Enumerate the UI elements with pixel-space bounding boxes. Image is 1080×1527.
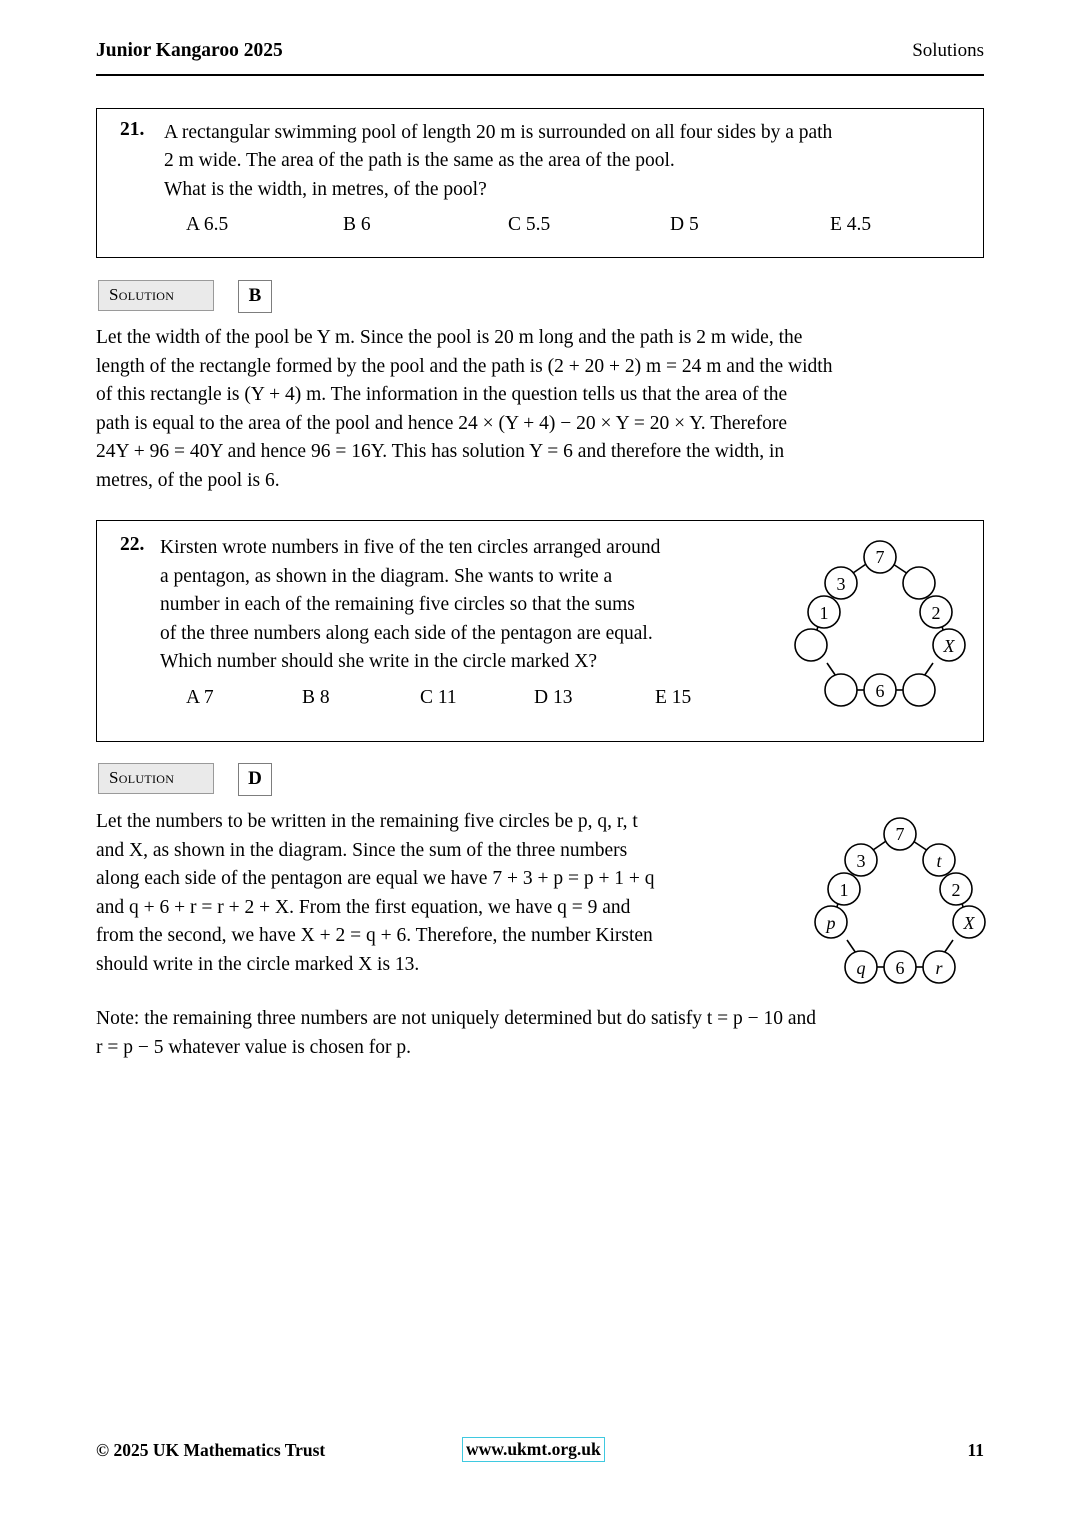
solution-21-line-4: path is equal to the area of the pool and hence 24 × (Y + 4) − 20 × Y = 20 × Y. Therefore (96, 413, 788, 434)
solution-21-line-1: Let the width of the pool be Y m. Since the pool is 20 m long and the path is 2 m wide, the (96, 327, 803, 348)
solution-21-line-6: metres, of the pool is 6. (96, 470, 280, 491)
question-22-line-5: Which number should she write in the circle marked X? (160, 651, 597, 672)
diagram-s-label-t: t (936, 851, 942, 871)
diagram-s-label-q: q (856, 958, 866, 978)
diagram-s-label-1: 1 (839, 880, 849, 900)
diagram-q-label-7: 7 (875, 547, 885, 567)
question-22-line-2: a pentagon, as shown in the diagram. She wants to write a (160, 566, 613, 587)
choice-22-D[interactable]: D 13 (534, 687, 573, 708)
choice-21-B[interactable]: B 6 (343, 214, 371, 235)
solution-21-line-3: of this rectangle is (Y + 4) m. The information in the question tells us that the area of the (96, 384, 788, 405)
solution-22-line-4: and q + 6 + r = r + 2 + X. From the first equation, we have q = 9 and (96, 897, 631, 918)
question-22-line-1: Kirsten wrote numbers in five of the ten circles arranged around (160, 537, 661, 558)
choice-22-B[interactable]: B 8 (302, 687, 330, 708)
choice-22-C[interactable]: C 11 (420, 687, 457, 708)
diagram-q-label-X: X (943, 636, 955, 656)
diagram-q-label-6: 6 (875, 681, 885, 701)
choice-21-E[interactable]: E 4.5 (830, 214, 872, 235)
question-21-line-1: A rectangular swimming pool of length 20 m is surrounded on all four sides by a path (164, 122, 833, 143)
question-21-number: 21. (120, 119, 145, 140)
choice-22-A[interactable]: A 7 (186, 687, 214, 708)
solution-21-label: Solution (98, 280, 214, 311)
solution-21-line-5: 24Y + 96 = 40Y and hence 96 = 16Y. This has solution Y = 6 and therefore the width, in (96, 441, 785, 462)
solution-22-label: Solution (98, 763, 214, 794)
solution-22-line-3: along each side of the pentagon are equal we have 7 + 3 + p = p + 1 + q (96, 868, 655, 889)
diagram-q-label-3: 3 (836, 574, 846, 594)
question-21-line-2: 2 m wide. The area of the path is the same as the area of the pool. (164, 150, 675, 171)
solution-21-answer: B (238, 280, 272, 313)
diagram-s-label-2: 2 (951, 880, 961, 900)
choice-22-E[interactable]: E 15 (655, 687, 692, 708)
pentagon-circles-diagram-question (780, 535, 980, 715)
solution-21-line-2: length of the rectangle formed by the pool and the path is (2 + 20 + 2) m = 24 m and the width (96, 356, 833, 377)
footer-copyright: © 2025 UK Mathematics Trust (96, 1440, 326, 1460)
footer-url-link[interactable]: www.ukmt.org.uk (462, 1437, 605, 1462)
question-21-line-3: What is the width, in metres, of the pool? (164, 179, 487, 200)
question-22-line-4: of the three numbers along each side of the pentagon are equal. (160, 623, 653, 644)
diagram-s-label-r: r (935, 958, 943, 978)
note-line-2: r = p − 5 whatever value is chosen for p. (96, 1037, 411, 1058)
choice-21-C[interactable]: C 5.5 (508, 214, 551, 235)
header-subtitle: Solutions (912, 40, 984, 61)
diagram-s-label-6: 6 (895, 958, 905, 978)
question-22-number: 22. (120, 534, 145, 555)
solution-22-answer: D (238, 763, 272, 796)
pentagon-circles-diagram-solution (800, 812, 1000, 992)
diagram-q-label-2: 2 (931, 603, 941, 623)
diagram-q-label-1: 1 (819, 603, 829, 623)
header-divider (96, 74, 984, 76)
diagram-s-label-p: p (826, 913, 836, 933)
solution-22-line-5: from the second, we have X + 2 = q + 6. Therefore, the number Kirsten (96, 925, 653, 946)
note-line-1: Note: the remaining three numbers are not uniquely determined but do satisfy t = p − 10 and (96, 1008, 817, 1029)
solution-22-line-6: should write in the circle marked X is 13. (96, 954, 420, 975)
choice-21-D[interactable]: D 5 (670, 214, 699, 235)
question-22-line-3: number in each of the remaining five circles so that the sums (160, 594, 635, 615)
diagram-s-label-X: X (963, 913, 975, 933)
choice-21-A[interactable]: A 6.5 (186, 214, 229, 235)
diagram-s-label-7: 7 (895, 824, 905, 844)
footer-page-number: 11 (967, 1440, 984, 1460)
page-header (96, 40, 984, 62)
diagram-s-label-3: 3 (856, 851, 866, 871)
solution-22-line-2: and X, as shown in the diagram. Since the sum of the three numbers (96, 840, 628, 861)
solution-22-line-1: Let the numbers to be written in the remaining five circles be p, q, r, t (96, 811, 638, 832)
header-title: Junior Kangaroo 2025 (96, 40, 283, 61)
